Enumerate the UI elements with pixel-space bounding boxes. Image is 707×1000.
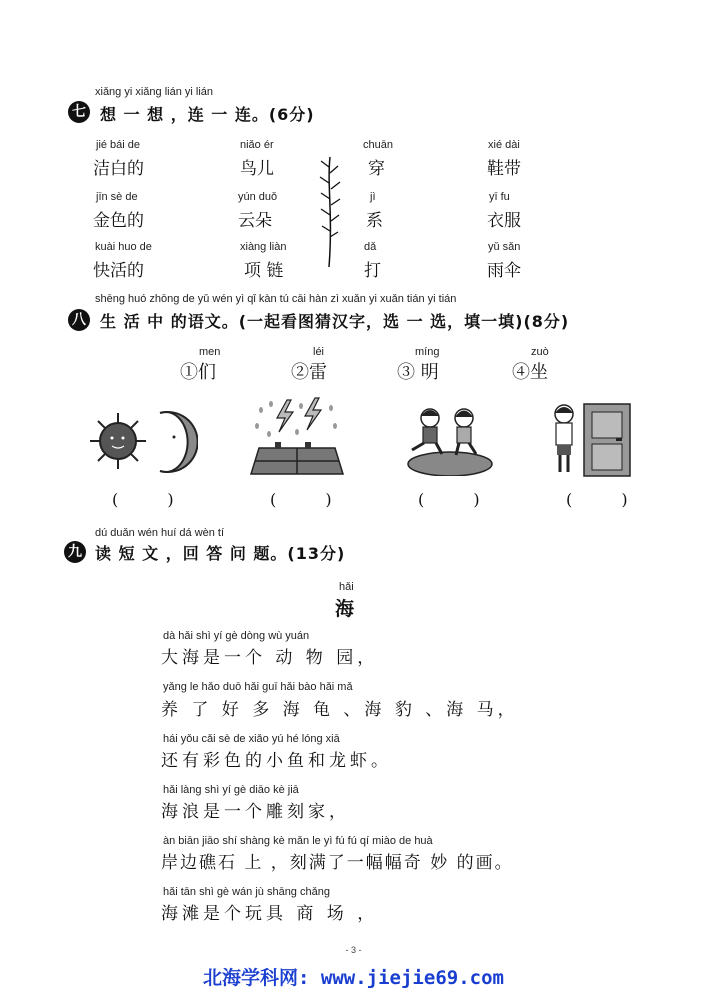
word-pinyin: dǎ xyxy=(364,241,377,253)
section7-badge: 七 xyxy=(68,101,90,123)
word-pinyin: kuài huo de xyxy=(95,241,152,253)
word-pinyin: chuān xyxy=(363,139,393,151)
option-pinyin: men xyxy=(199,346,221,358)
poem-line-pinyin: hái yǒu cǎi sè de xiǎo yú hé lóng xiā xyxy=(163,733,340,745)
word: 衣服 xyxy=(487,211,521,231)
word: 快活的 xyxy=(93,261,144,281)
word: 打 xyxy=(364,261,381,281)
section8-badge: 八 xyxy=(68,309,90,331)
poem-line: 海滩是个玩具 商 场 ， xyxy=(161,904,379,924)
option-pinyin: léi xyxy=(313,346,325,358)
vine-divider-icon xyxy=(315,155,345,270)
word-pinyin: yǔ sǎn xyxy=(488,241,521,253)
option-pinyin: míng xyxy=(415,346,440,358)
option: ①们 xyxy=(180,362,216,383)
poem-line-pinyin: hǎi làng shì yí gè diāo kè jiā xyxy=(163,784,299,796)
word-pinyin: yī fu xyxy=(489,191,510,203)
word: 鞋带 xyxy=(487,159,521,179)
section9-badge: 九 xyxy=(64,541,86,563)
option-pinyin: zuò xyxy=(531,346,549,358)
word: 项 链 xyxy=(244,261,284,281)
word: 洁白的 xyxy=(93,159,144,179)
poem-title-pinyin: hǎi xyxy=(339,581,354,593)
poem-line: 岸边礁石 上 ，刻满了一幅幅奇 妙 的画。 xyxy=(161,853,514,873)
option: ④坐 xyxy=(512,362,548,383)
word-pinyin: niǎo ér xyxy=(240,139,274,151)
word: 穿 xyxy=(368,159,385,179)
word: 云朵 xyxy=(238,211,272,231)
section9-pinyin: dú duǎn wén huí dá wèn tí xyxy=(95,527,225,539)
footer-watermark: 北海学科网: www.jiejie69.com xyxy=(203,967,504,989)
answer-blank[interactable]: ( ) xyxy=(270,490,354,509)
poem-line: 养 了 好 多 海 龟 、海 豹 、海 马， xyxy=(161,700,519,720)
section9-title: 读 短 文 ，回 答 问 题。(13分) xyxy=(95,544,346,563)
thunder-rain-picture-icon xyxy=(247,396,347,476)
section8-title: 生 活 中 的语文。(一起看图猜汉字，选 一 选，填一填)(8分) xyxy=(100,312,570,331)
poem-line-pinyin: dà hǎi shì yí gè dòng wù yuán xyxy=(163,630,310,642)
children-picture-icon xyxy=(404,398,496,476)
word-pinyin: jì xyxy=(370,191,376,203)
word: 鸟儿 xyxy=(240,159,274,179)
word-pinyin: jié bái de xyxy=(96,139,141,151)
option: ③ 明 xyxy=(397,362,439,383)
section8-pinyin: shēng huó zhōng de yǔ wén yì qǐ kàn tú cāi hàn zì xuǎn yi xuǎn tián yi tián xyxy=(95,293,457,305)
section7-title: 想 一 想 ，连 一 连。(6分) xyxy=(100,105,315,124)
word: 金色的 xyxy=(93,211,144,231)
section7-pinyin: xiǎng yi xiǎng lián yi lián xyxy=(95,86,214,98)
word: 系 xyxy=(366,211,383,231)
poem-line-pinyin: yǎng le hǎo duō hǎi guī hǎi bào hǎi mǎ xyxy=(163,681,353,693)
word: 雨伞 xyxy=(487,261,521,281)
option: ②雷 xyxy=(291,362,327,383)
word-pinyin: xiàng liàn xyxy=(240,241,287,253)
poem-line-pinyin: hǎi tān shì gè wán jù shāng chǎng xyxy=(163,886,330,898)
answer-blank[interactable]: ( ) xyxy=(566,490,650,509)
word-pinyin: yún duǒ xyxy=(238,191,278,203)
boy-door-picture-icon xyxy=(548,400,638,478)
poem-line: 还有彩色的小鱼和龙虾。 xyxy=(161,751,392,771)
word-pinyin: jīn sè de xyxy=(96,191,138,203)
page-number: - 3 - xyxy=(345,945,362,955)
poem-line-pinyin: àn biān jiāo shí shàng kè mǎn le yì fú fú qí miào de huà xyxy=(163,835,433,847)
poem-title: 海 xyxy=(335,598,355,620)
sun-moon-picture-icon xyxy=(88,405,198,477)
answer-blank[interactable]: ( ) xyxy=(418,490,502,509)
poem-line: 大海是一个 动 物 园， xyxy=(161,648,379,668)
answer-blank[interactable]: ( ) xyxy=(112,490,196,509)
word-pinyin: xié dài xyxy=(488,139,520,151)
poem-line: 海浪是一个雕刻家， xyxy=(161,802,350,822)
